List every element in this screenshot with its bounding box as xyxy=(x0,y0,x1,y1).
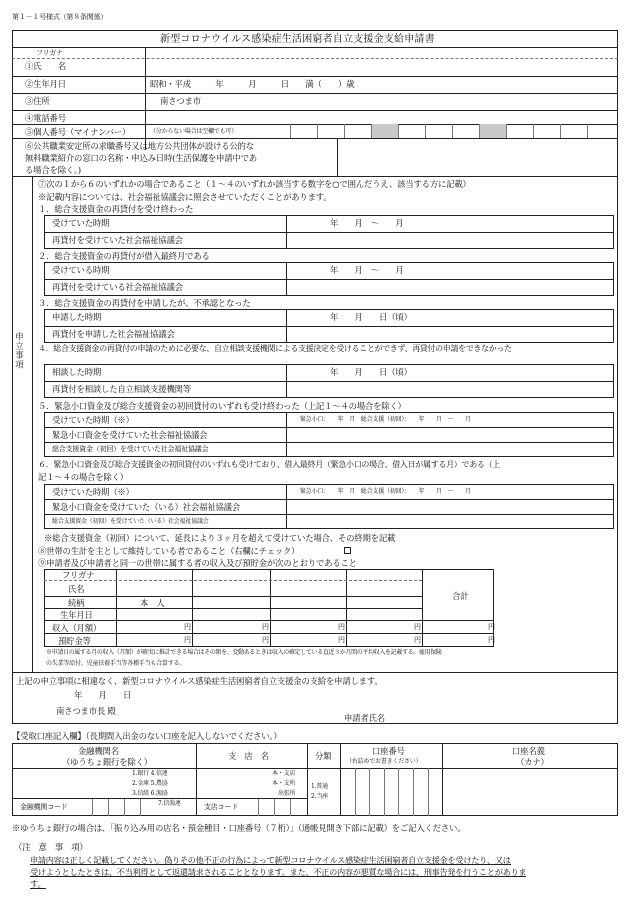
yen-mark: 円 xyxy=(414,623,421,631)
addressee: 南さつま市長 殿 xyxy=(56,706,116,716)
s5-row3: 総合支援資金（初回）を受けていた社会福祉協議会 xyxy=(52,445,209,453)
bank-type-2: 2.金庫 5.農協 xyxy=(132,780,168,787)
hh-relation: 続柄 xyxy=(68,598,85,608)
address-value: 南さつま市 xyxy=(160,96,201,106)
account-digit-box[interactable] xyxy=(369,768,384,816)
s5-row2: 緊急小口資金を受けていた社会福祉協議会 xyxy=(52,430,208,440)
yen-mark: 円 xyxy=(488,623,495,631)
branch-type-3: 出張所 xyxy=(278,790,296,797)
notice-line-1: 申請内容は正しく記載してください。偽りその他不正の行為によって新型コロナウイルス感染症生活困窮者自立支援金を受けたり、又は xyxy=(30,855,511,865)
bank-col1b: （ゆうちょ銀行を除く） xyxy=(62,757,152,767)
q6-line1: ⑥公共職業安定所の求職番号又は地方公共団体が設ける公的な xyxy=(25,141,254,151)
s3-row2: 再貸付を申請した社会福祉協議会 xyxy=(52,329,175,339)
furigana-label: フリガナ xyxy=(36,49,63,57)
s6-row1: 受けていた時期（※） xyxy=(52,487,134,497)
acct-type-2: 2.当座 xyxy=(311,793,328,800)
s4-row1-value: 年 月 日（頃） xyxy=(330,367,412,377)
bank-col2: 支 店 名 xyxy=(228,751,269,761)
s1-row1-value: 年 月 ～ 月 xyxy=(330,218,404,228)
bank-col4b: （右詰めでお書きください） xyxy=(346,758,422,765)
hh-self: 本 人 xyxy=(140,598,165,608)
q8-text: ⑧世帯の生計を主として維持している者であること（右欄にチェック） xyxy=(38,546,300,556)
hh-note-1: ※申請日の属する月の収入（月額）が確実に推計できる場合はその額を、変動あるときは収入の確定している直近３か月間の平均収入を記載する。雇用保険 xyxy=(46,649,442,656)
q9-text: ⑨申請者及び申請者と同一の世帯に属する者の収入及び預貯金が次のとおりであること xyxy=(38,558,357,568)
hh-note-2: の失業等給付、児童扶養手当等各種手当も合算する。 xyxy=(46,660,186,667)
mynumber-digit-box[interactable] xyxy=(479,124,506,138)
bank-code-box[interactable] xyxy=(108,798,124,816)
mynumber-digit-box[interactable] xyxy=(560,124,587,138)
mynumber-digit-box[interactable] xyxy=(587,124,614,138)
q7-intro: ⑦次の１から６のいずれかの場合であること（１～４のいずれか該当する数字を○で囲んだうえ、該当する方に記載） xyxy=(38,179,471,189)
notice-title: （注 意 事 項） xyxy=(14,842,88,852)
yen-mark: 円 xyxy=(184,623,191,631)
notice-line-2: 受けようとしたときは、不当利得として返還請求されることとなります。また、不正の内容が悪質な場合には、刑事告発を行うことがありま xyxy=(30,867,527,877)
s6-row2: 緊急小口資金を受けていた（いる）社会福祉協議会 xyxy=(52,502,241,512)
mynumber-digit-box[interactable] xyxy=(452,124,479,138)
s4-title: ４．総合支援資金の再貸付の申請のために必要な、自立相談支援機関による支援決定を受けることができず、再貸付の申請をできなかった xyxy=(38,344,512,353)
signature-label: 申請者氏名 xyxy=(344,713,385,723)
section-label: 申立事項 xyxy=(14,332,25,370)
s3-title: ３．総合支援資金の再貸付を申請したが、不承認となった xyxy=(38,298,251,308)
yen-mark: 円 xyxy=(262,623,269,631)
q8-checkbox[interactable] xyxy=(344,547,351,554)
yen-mark: 円 xyxy=(184,636,191,644)
name-label: ①氏 名 xyxy=(25,61,66,71)
bank-type-1: 1.銀行 4.信連 xyxy=(132,770,168,777)
s5-row1-value: 緊急小口： 年 月 総合支援（初回）： 年 月 ～ 月 xyxy=(300,416,471,423)
notice-line-3: す。 xyxy=(30,879,46,889)
bank-col1a: 金融機関名 xyxy=(78,746,119,756)
s1-row1: 受けていた時期 xyxy=(52,218,110,228)
bank-col4a: 口座番号 xyxy=(372,746,405,756)
form-number: 第１－１号様式（第８条関係） xyxy=(12,13,108,21)
declaration: 上記の申立事項に相違なく、新型コロナウイルス感染症生活困窮者自立支援金の支給を申請します。 xyxy=(16,676,383,686)
q6-line3: る場合を除く。) xyxy=(25,165,81,175)
bank-code-box[interactable] xyxy=(140,798,156,816)
s5-row1: 受けていた時期（※） xyxy=(52,415,134,425)
s1-row2: 再貸付を受けていた社会福祉協議会 xyxy=(52,235,183,245)
s6-title-2: 記１～４の場合を除く） xyxy=(38,472,128,482)
hh-birthdate: 生年月日 xyxy=(60,610,93,620)
bank-code-box[interactable] xyxy=(92,798,108,816)
mynumber-digit-box[interactable] xyxy=(290,124,317,138)
asterisk-note: ※総合支援資金（初回）について、延長により３ヶ月を超えて受けていた場合、その終期を記載 xyxy=(44,533,396,543)
bank-header: 【受取口座記入欄】（長期間入出金のない口座を記入しないでください。） xyxy=(12,731,282,741)
bank-code-label: 金融機関コード xyxy=(20,803,68,811)
branch-code-box[interactable] xyxy=(274,798,290,816)
hh-name: 氏名 xyxy=(68,584,85,594)
mynumber-digit-box[interactable] xyxy=(371,124,398,138)
mynumber-digit-box[interactable] xyxy=(317,124,344,138)
account-digit-box[interactable] xyxy=(355,768,370,816)
yen-mark: 円 xyxy=(338,636,345,644)
acct-type-1: 1.普通 xyxy=(311,783,328,790)
yen-mark: 円 xyxy=(414,636,421,644)
account-digit-box[interactable] xyxy=(413,768,428,816)
date-line: 年 月 日 xyxy=(74,690,132,700)
s6-title-1: ６．緊急小口資金及び総合支援資金の初回貸付のいずれも受けており、借入最終月（緊急小口の場合、借入日が属する月）である（上 xyxy=(38,460,500,469)
account-digit-box[interactable] xyxy=(428,768,443,816)
address-label: ③住所 xyxy=(25,96,50,106)
branch-code-label: 支店コード xyxy=(204,803,238,811)
branch-code-box[interactable] xyxy=(290,798,306,816)
hh-furigana: フリガナ xyxy=(62,570,95,580)
bank-type-4: 7.信漁連 xyxy=(158,800,181,807)
account-digit-box[interactable] xyxy=(384,768,399,816)
mynumber-note: （分からない場合は空欄でも可） xyxy=(150,128,238,135)
mynumber-digit-box[interactable] xyxy=(506,124,533,138)
mynumber-digit-box[interactable] xyxy=(344,124,371,138)
bank-col5a: 口座名義 xyxy=(512,746,545,756)
yen-mark: 円 xyxy=(262,636,269,644)
hh-savings: 預貯金等 xyxy=(58,636,91,646)
yen-mark: 円 xyxy=(488,636,495,644)
hh-income: 収入（月額） xyxy=(52,623,102,633)
phone-label: ④電話番号 xyxy=(25,113,66,123)
q6-line2: 無料職業紹介の窓口の名称・申込み日時(生活保護を申請中であ xyxy=(25,153,257,163)
account-digit-box[interactable] xyxy=(398,768,413,816)
hh-total: 合計 xyxy=(452,591,469,601)
form-title: 新型コロナウイルス感染症生活困窮者自立支援金支給申請書 xyxy=(160,34,435,45)
s2-row1: 受けている時期 xyxy=(52,265,110,275)
yen-mark: 円 xyxy=(338,623,345,631)
s1-title: １．総合支援資金の再貸付を受け終わった xyxy=(38,204,194,214)
mynumber-digit-box[interactable] xyxy=(398,124,425,138)
s3-row1-value: 年 月 日（頃） xyxy=(330,312,412,322)
birthdate-label: ②生年月日 xyxy=(25,79,66,89)
s6-row3: 総合支援資金（初回）を受けていた（いる）社会福祉協議会 xyxy=(52,518,209,525)
branch-type-1: 本・支店 xyxy=(272,770,296,777)
s4-row1: 相談した時期 xyxy=(52,367,102,377)
branch-code-box[interactable] xyxy=(258,798,274,816)
mynumber-digit-box[interactable] xyxy=(533,124,560,138)
s2-row2: 再貸付を受けている社会福祉協議会 xyxy=(52,282,183,292)
birthdate-value: 昭和・平成 年 月 日 満（ ）歳 xyxy=(150,79,355,89)
s2-title: ２．総合支援資金の再貸付が借入最終月である xyxy=(38,251,210,261)
s4-row2: 再貸付を相談した自立相談支援機関等 xyxy=(52,384,191,394)
bank-code-box[interactable] xyxy=(124,798,140,816)
s2-row1-value: 年 月 ～ 月 xyxy=(330,265,404,275)
mynumber-label: ⑤個人番号（マイナンバー） xyxy=(25,127,131,137)
branch-type-2: 本・支所 xyxy=(272,780,296,787)
s6-row1-value: 緊急小口： 年 月 総合支援（初回）： 年 月 ～ 月 xyxy=(300,488,471,495)
bank-col3: 分類 xyxy=(315,751,332,761)
yucho-note: ※ゆうちょ銀行の場合は、「振り込み用の店名・預金種目・口座番号（７桁）」（通帳見開き下部に記載）をご記入ください。 xyxy=(12,823,466,833)
s3-row1: 申請した時期 xyxy=(52,312,102,322)
mynumber-digit-box[interactable] xyxy=(425,124,452,138)
bank-type-3: 3.信組 6.漁協 xyxy=(132,790,168,797)
bank-col5b: （カナ） xyxy=(516,757,549,767)
s5-title: ５．緊急小口資金及び総合支援資金の初回貸付のいずれも受け終わった（上記１～４の場合を除く） xyxy=(38,401,406,411)
q7-note: ※記載内容については、社会福祉協議会に照会させていただくことがあります。 xyxy=(38,192,332,202)
